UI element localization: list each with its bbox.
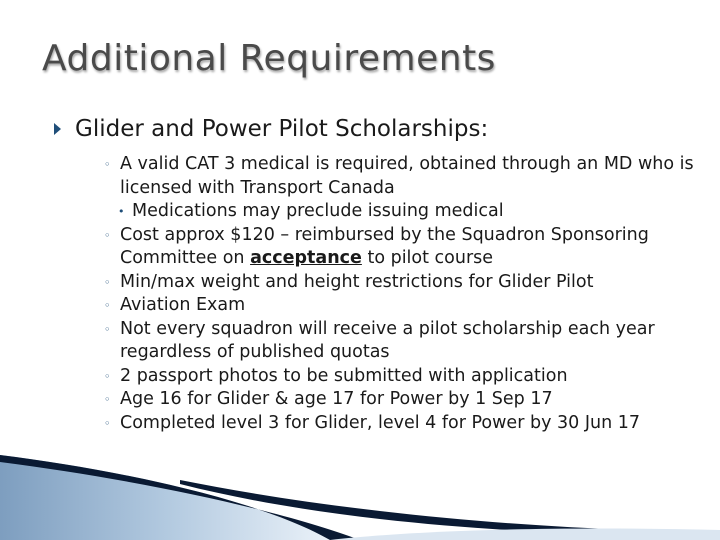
circle-icon: ◦: [104, 416, 111, 430]
circle-icon: ◦: [104, 322, 111, 336]
list-item: [104, 412, 714, 436]
list-item: [104, 271, 714, 295]
list-item: [104, 388, 714, 412]
slide-title: Additional Requirements: [42, 38, 496, 79]
list-item: [104, 294, 714, 318]
decorative-swoosh: [0, 440, 720, 540]
list-item-text: Age 16 for Glider & age 17 for Power by 1 Sep 17: [120, 389, 553, 409]
sub-list-item: [104, 200, 714, 224]
circle-icon: ◦: [104, 299, 111, 312]
list-item-text: Not every squadron will receive a pilot scholarship each year regardless of published quotas: [120, 318, 655, 362]
circle-icon: ◦: [104, 158, 111, 171]
list-item-text-post: to pilot course: [361, 248, 494, 268]
circle-icon: ◦: [104, 228, 111, 242]
list-item-text: A valid CAT 3 medical is required, obtained through an MD who is licensed with Transport Canada: [120, 154, 694, 198]
heading-row: [54, 116, 488, 142]
list-item: [104, 153, 714, 200]
list-item-text: Completed level 3 for Glider, level 4 for Power by 30 Jun 17: [120, 412, 640, 433]
circle-icon: ◦: [104, 275, 111, 289]
list-item-text-pre: Cost approx $120 – reimbursed by the Squadron Sponsoring Committee on: [120, 224, 649, 268]
sub-list-item-text: Medications may preclude issuing medical: [132, 201, 504, 221]
list-item-text: 2 passport photos to be submitted with application: [120, 365, 568, 386]
list-item-text: Aviation Exam: [120, 295, 246, 315]
list-item: [104, 224, 714, 271]
section-heading: Glider and Power Pilot Scholarships:: [75, 116, 489, 142]
circle-icon: ◦: [104, 369, 111, 383]
requirements-list: [104, 153, 714, 435]
circle-icon: ◦: [104, 393, 111, 406]
triangle-right-icon: [54, 123, 61, 135]
list-item-text: Min/max weight and height restrictions for Glider Pilot: [120, 271, 594, 292]
list-item: [104, 318, 714, 365]
emphasized-word: acceptance: [250, 248, 362, 268]
dot-icon: •: [118, 205, 125, 218]
list-item: [104, 365, 714, 389]
